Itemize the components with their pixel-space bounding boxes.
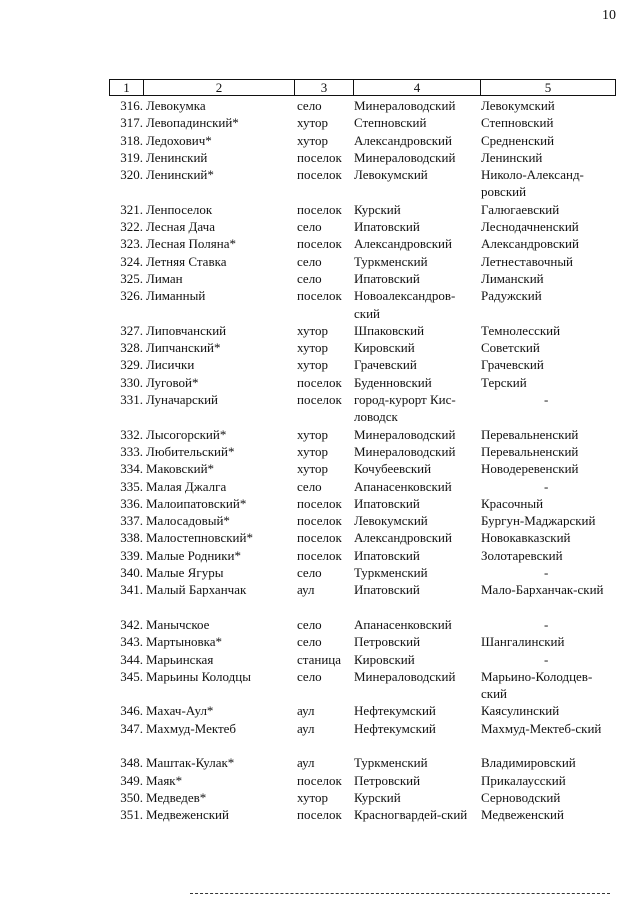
district-name: Кочубеевский (354, 461, 432, 477)
settlement-type: поселок (297, 374, 342, 390)
table-row (0, 235, 640, 252)
table-row (0, 322, 640, 339)
settlement-name: Ледохович* (146, 132, 212, 148)
row-number: 318. (120, 132, 143, 148)
table-row (0, 166, 640, 201)
settlement-type: поселок (297, 149, 342, 165)
table-row (0, 529, 640, 546)
row-number: 317. (120, 115, 143, 131)
row-number: 335. (120, 478, 143, 494)
table-row (0, 512, 640, 529)
settlement-name: Малостепновский* (146, 530, 253, 546)
municipality-name: Владимировский (481, 755, 576, 771)
district-name: Курский (354, 201, 401, 217)
row-number: 348. (120, 755, 143, 771)
settlement-type: поселок (297, 547, 342, 563)
district-name: Ипатовский (354, 547, 420, 563)
district-name: город-курорт Кис-ловодск (354, 392, 456, 425)
district-name: Ипатовский (354, 582, 420, 598)
row-number: 342. (120, 616, 143, 632)
municipality-name: Новодеревенский (481, 461, 579, 477)
bottom-divider (190, 893, 610, 894)
settlement-type: хутор (297, 340, 329, 356)
row-number: 322. (120, 219, 143, 235)
district-name: Ипатовский (354, 219, 420, 235)
district-name: Минераловодский (354, 98, 456, 113)
table-row (0, 616, 640, 633)
row-number: 320. (120, 167, 143, 183)
settlement-type: село (297, 270, 322, 286)
row-number: 349. (120, 772, 143, 788)
table-row (0, 460, 640, 477)
district-name: Кировский (354, 651, 415, 667)
settlement-name: Малая Джалга (146, 478, 227, 494)
row-number: 339. (120, 547, 143, 563)
row-number: 329. (120, 357, 143, 373)
district-name: Степновский (354, 115, 427, 131)
row-number: 345. (120, 668, 143, 684)
table-row (0, 772, 640, 789)
settlement-type: аул (297, 703, 315, 719)
district-name: Буденновский (354, 374, 432, 390)
settlement-name: Лесная Поляна* (146, 236, 236, 252)
settlement-name: Лиманный (146, 288, 206, 304)
table-row (0, 720, 640, 755)
row-number: 340. (120, 565, 143, 581)
settlement-type: хутор (297, 357, 329, 373)
column-header-5: 5 (481, 80, 616, 96)
settlement-type: село (297, 98, 322, 113)
row-number: 351. (120, 807, 143, 823)
settlement-name: Ленинский (146, 149, 208, 165)
municipality-name: Темнолесский (481, 322, 561, 338)
settlement-name: Луначарский (146, 392, 219, 408)
table-row (0, 374, 640, 391)
settlement-type: село (297, 253, 322, 269)
settlement-name: Малые Родники* (146, 547, 242, 563)
settlement-name: Медведев* (146, 789, 207, 805)
table-row (0, 478, 640, 495)
row-number: 330. (120, 374, 143, 390)
settlement-name: Мартыновка* (146, 634, 223, 650)
district-name: Петровский (354, 634, 421, 650)
district-name: Грачевский (354, 357, 417, 373)
row-number: 334. (120, 461, 143, 477)
settlement-type: хутор (297, 322, 329, 338)
settlements-list (0, 97, 640, 841)
district-name: Шпаковский (354, 322, 425, 338)
row-number: 319. (120, 149, 143, 165)
municipality-name: Николо-Александ-ровский (481, 167, 584, 200)
district-name: Петровский (354, 772, 421, 788)
settlement-name: Медвеженский (146, 807, 229, 823)
municipality-name: - (544, 478, 549, 494)
settlement-name: Махач-Аул* (146, 703, 214, 719)
table-row (0, 97, 640, 114)
settlement-type: станица (297, 651, 342, 667)
table-row (0, 668, 640, 703)
district-name: Туркменский (354, 755, 428, 771)
settlement-type: поселок (297, 167, 342, 183)
district-name: Ипатовский (354, 270, 420, 286)
row-number: 325. (120, 270, 143, 286)
settlement-name: Лесная Дача (146, 219, 215, 235)
row-number: 338. (120, 530, 143, 546)
row-number: 321. (120, 201, 143, 217)
municipality-name: Левокумский (481, 98, 555, 113)
table-row (0, 702, 640, 719)
row-number: 328. (120, 340, 143, 356)
municipality-name: Советский (481, 340, 540, 356)
table-row (0, 651, 640, 668)
table-row (0, 287, 640, 322)
municipality-name: Каясулинский (481, 703, 560, 719)
settlement-type: село (297, 565, 322, 581)
settlement-name: Манычское (146, 616, 210, 632)
table-row (0, 114, 640, 131)
row-number: 331. (120, 392, 143, 408)
district-name: Нефтекумский (354, 720, 436, 736)
column-header-1: 1 (110, 80, 144, 96)
settlement-name: Маяк* (146, 772, 183, 788)
municipality-name: Марьино-Колодцев-ский (481, 668, 593, 702)
table-row (0, 633, 640, 650)
settlement-name: Марьинская (146, 651, 214, 667)
row-number: 333. (120, 443, 143, 459)
settlement-name: Луговой* (146, 374, 199, 390)
table-row (0, 391, 640, 426)
settlement-name: Маковский* (146, 461, 215, 477)
district-name: Александровский (354, 236, 452, 252)
municipality-name: Галюгаевский (481, 201, 560, 217)
settlement-name: Малосадовый* (146, 513, 230, 529)
settlement-type: село (297, 219, 322, 235)
settlement-name: Липчанский* (146, 340, 221, 356)
table-row (0, 218, 640, 235)
district-name: Левокумский (354, 513, 428, 529)
column-header-2: 2 (144, 80, 295, 96)
table-row (0, 201, 640, 218)
row-number: 346. (120, 703, 143, 719)
row-number: 332. (120, 426, 143, 442)
table-row (0, 426, 640, 443)
settlement-name: Малый Барханчак (146, 582, 247, 598)
municipality-name: Грачевский (481, 357, 544, 373)
district-name: Апанасенковский (354, 478, 452, 494)
municipality-name: Серноводский (481, 789, 561, 805)
municipality-name: Радужский (481, 288, 542, 304)
table-row (0, 443, 640, 460)
row-number: 326. (120, 288, 143, 304)
table-row (0, 564, 640, 581)
settlement-name: Малоипатовский* (146, 495, 247, 511)
row-number: 350. (120, 789, 143, 805)
settlement-type: хутор (297, 461, 329, 477)
row-number: 336. (120, 495, 143, 511)
table-row (0, 356, 640, 373)
settlement-type: поселок (297, 495, 342, 511)
district-name: Нефтекумский (354, 703, 436, 719)
table-row (0, 789, 640, 806)
table-row (0, 806, 640, 841)
district-name: Минераловодский (354, 668, 456, 684)
district-name: Туркменский (354, 565, 428, 581)
settlement-type: поселок (297, 530, 342, 546)
table-row (0, 495, 640, 512)
district-name: Левокумский (354, 167, 428, 183)
district-name: Ипатовский (354, 495, 420, 511)
row-number: 327. (120, 322, 143, 338)
municipality-name: Махмуд-Мектеб-ский (481, 720, 602, 736)
table-row (0, 149, 640, 166)
table-row (0, 253, 640, 270)
row-number: 341. (120, 582, 143, 598)
settlement-name: Липовчанский (146, 322, 227, 338)
settlement-type: поселок (297, 201, 342, 217)
municipality-name: Красочный (481, 495, 544, 511)
settlement-type: поселок (297, 288, 342, 304)
table-row (0, 339, 640, 356)
settlement-name: Лисички (146, 357, 195, 373)
page-number: 10 (602, 8, 616, 23)
table-row (0, 581, 640, 616)
settlement-type: село (297, 616, 322, 632)
row-number: 323. (120, 236, 143, 252)
settlement-name: Летняя Ставка (146, 253, 227, 269)
municipality-name: Медвеженский (481, 807, 564, 823)
settlement-name: Левокумка (146, 98, 206, 113)
district-name: Кировский (354, 340, 415, 356)
municipality-name: Лиманский (481, 270, 544, 286)
district-name: Александровский (354, 132, 452, 148)
settlement-type: поселок (297, 513, 342, 529)
settlement-name: Ленинский* (146, 167, 214, 183)
settlement-type: село (297, 478, 322, 494)
settlement-type: хутор (297, 789, 329, 805)
municipality-name: - (544, 651, 549, 667)
district-name: Курский (354, 789, 401, 805)
municipality-name: - (544, 565, 549, 581)
settlement-name: Лысогорский* (146, 426, 227, 442)
table-row (0, 132, 640, 149)
settlement-name: Махмуд-Мектеб (146, 720, 237, 736)
settlement-type: аул (297, 582, 315, 598)
municipality-name: Прикалаусский (481, 772, 566, 788)
row-number: 347. (120, 720, 143, 736)
column-header-3: 3 (295, 80, 354, 96)
settlement-type: хутор (297, 443, 329, 459)
municipality-name: Золотаревский (481, 547, 563, 563)
municipality-name: Бургун-Маджарский (481, 513, 596, 529)
municipality-name: Перевальненский (481, 443, 579, 459)
settlement-name: Марьины Колодцы (146, 668, 251, 684)
row-number: 337. (120, 513, 143, 529)
settlement-name: Малые Ягуры (146, 565, 224, 581)
settlement-type: поселок (297, 772, 342, 788)
settlement-type: поселок (297, 236, 342, 252)
settlement-type: аул (297, 755, 315, 771)
settlement-type: хутор (297, 115, 329, 131)
municipality-name: - (544, 392, 549, 408)
row-number: 343. (120, 634, 143, 650)
row-number: 324. (120, 253, 143, 269)
column-header-row (109, 79, 616, 96)
municipality-name: Средненский (481, 132, 555, 148)
settlement-type: поселок (297, 392, 342, 408)
settlement-name: Лиман (146, 270, 183, 286)
municipality-name: Леснодачненский (481, 219, 579, 235)
table-row (0, 270, 640, 287)
settlement-type: хутор (297, 132, 329, 148)
district-name: Апанасенковский (354, 616, 452, 632)
settlement-type: село (297, 668, 322, 684)
settlement-type: село (297, 634, 322, 650)
table-row (0, 754, 640, 771)
district-name: Минераловодский (354, 443, 456, 459)
municipality-name: Александровский (481, 236, 579, 252)
district-name: Красногвардей-ский (354, 807, 468, 823)
municipality-name: Ленинский (481, 149, 543, 165)
municipality-name: - (544, 616, 549, 632)
municipality-name: Терский (481, 374, 527, 390)
row-number: 344. (120, 651, 143, 667)
table-row (0, 547, 640, 564)
district-name: Александровский (354, 530, 452, 546)
settlement-name: Ленпоселок (146, 201, 213, 217)
settlement-name: Маштак-Кулак* (146, 755, 235, 771)
municipality-name: Летнеставочный (481, 253, 574, 269)
settlement-name: Левопадинский* (146, 115, 239, 131)
municipality-name: Шангалинский (481, 634, 565, 650)
settlement-name: Любительский* (146, 443, 235, 459)
settlement-type: хутор (297, 426, 329, 442)
municipality-name: Перевальненский (481, 426, 579, 442)
municipality-name: Степновский (481, 115, 554, 131)
settlement-type: аул (297, 720, 315, 736)
district-name: Минераловодский (354, 426, 456, 442)
municipality-name: Мало-Барханчак-ский (481, 582, 604, 598)
row-number: 316. (120, 98, 143, 113)
municipality-name: Новокавказский (481, 530, 571, 546)
district-name: Новоалександров-ский (354, 288, 456, 321)
district-name: Минераловодский (354, 149, 456, 165)
district-name: Туркменский (354, 253, 428, 269)
column-header-4: 4 (354, 80, 481, 96)
settlement-type: поселок (297, 807, 342, 823)
